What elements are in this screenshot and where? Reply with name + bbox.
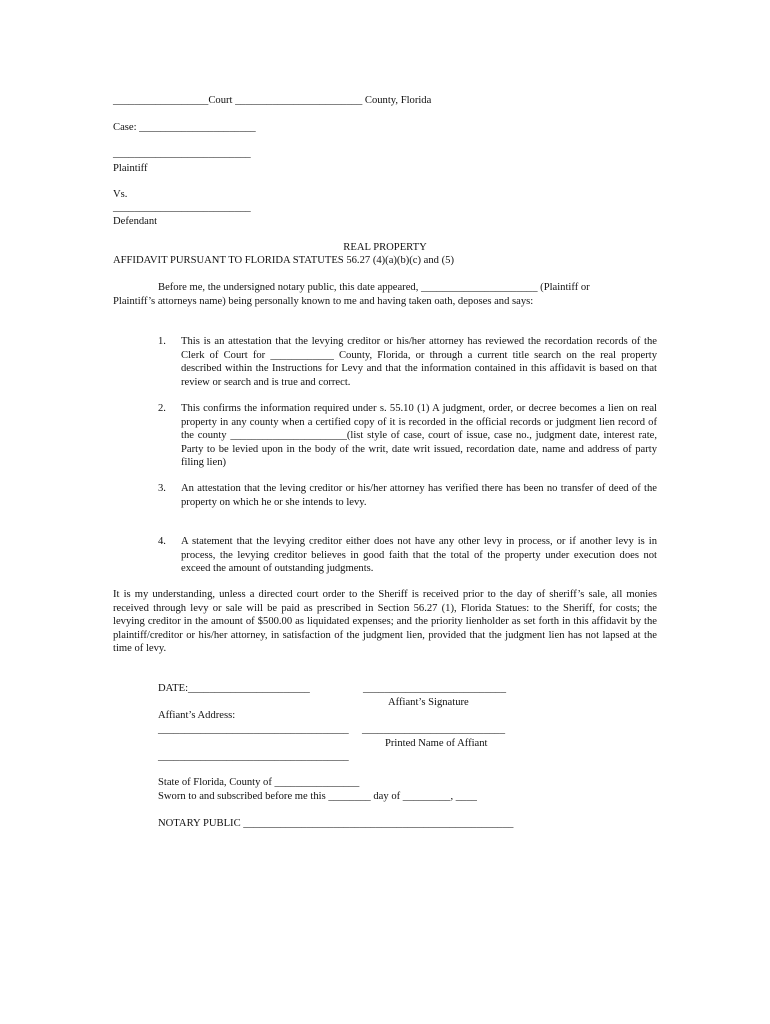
- court-county-line: __________________Court ________________________ County, Florida: [113, 95, 432, 106]
- item-4-text: A statement that the levying creditor either does not have any other levy in process, or if another levy is in process, the levying creditor believes in good faith that the total of the property under execution does not exceed the amount of outstanding judgments.: [181, 536, 657, 575]
- plaintiff-label: Plaintiff: [113, 163, 148, 174]
- affiant-address-label: Affiant’s Address:: [158, 710, 236, 721]
- intro-line-2: Plaintiff’s attorneys name) being personally known to me and having taken oath, deposes and says:: [113, 296, 534, 307]
- printed-name-label: Printed Name of Affiant: [385, 738, 488, 749]
- date-line: DATE:_______________________: [158, 683, 310, 694]
- sworn-subscribed-line: Sworn to and subscribed before me this ________ day of _________, ____: [158, 791, 477, 802]
- affiant-signature-label: Affiant’s Signature: [388, 697, 469, 708]
- notary-public-line: NOTARY PUBLIC ___________________________________________________: [158, 818, 514, 829]
- state-county-line: State of Florida, County of ________________: [158, 777, 360, 788]
- closing-paragraph: It is my understanding, unless a directed court order to the Sheriff is received prior to the day of sheriff’s sale, all monies received through levy or sale will be paid as prescribed in Section 56.27 (1), Florida Statues: to the Sheriff, for costs; the levying creditor in the amount of $500.00 as liquidated expenses; and the priority lienholder as set forth in this affidavit by the plaintiff/creditor or his/her attorney, in satisfaction of the judgment lien, provided that the judgment lien has not lapsed at the time of levy.: [113, 589, 657, 655]
- vs-label: Vs.: [113, 189, 128, 200]
- printed-name-rule: ___________________________: [362, 724, 506, 735]
- item-4-number: 4.: [158, 536, 166, 547]
- plaintiff-rule: __________________________: [113, 148, 251, 159]
- item-2-text: This confirms the information required under s. 55.10 (1) A judgment, order, or decree becomes a lien on real property in any county when a certified copy of it is recorded in the official records or judgment lien record of the county ______________________(list style of case, court of issue, case no., judgment date, interest rate, Party to be levied upon in the body of the writ, date writ issued, recordation date, name and address of party filing lien): [181, 403, 657, 469]
- item-3-number: 3.: [158, 483, 166, 494]
- title-real-property: REAL PROPERTY: [343, 242, 427, 253]
- case-number-line: Case: ______________________: [113, 122, 256, 133]
- item-2-number: 2.: [158, 403, 166, 414]
- affiant-address-rule-1: ____________________________________: [158, 724, 349, 735]
- item-1-number: 1.: [158, 336, 166, 347]
- item-1-text: This is an attestation that the levying creditor or his/her attorney has reviewed the recordation records of the Clerk of Court for ____________ County, Florida, or through a current title search on the real property described within the Instructions for Levy and that the information contained in this affidavit is based on that review or search and is true and correct.: [181, 336, 657, 388]
- affiant-address-rule-2: ____________________________________: [158, 751, 349, 762]
- affiant-signature-rule: ___________________________: [363, 683, 507, 694]
- defendant-rule: __________________________: [113, 202, 251, 213]
- defendant-label: Defendant: [113, 216, 158, 227]
- intro-line-1: Before me, the undersigned notary public, this date appeared, ______________________ (Plaintiff or: [158, 282, 590, 293]
- title-affidavit: AFFIDAVIT PURSUANT TO FLORIDA STATUTES 56.27 (4)(a)(b)(c) and (5): [113, 255, 454, 266]
- item-3-text: An attestation that the leving creditor or his/her attorney has verified there has been no transfer of deed of the property on which he or she intends to levy.: [181, 483, 657, 508]
